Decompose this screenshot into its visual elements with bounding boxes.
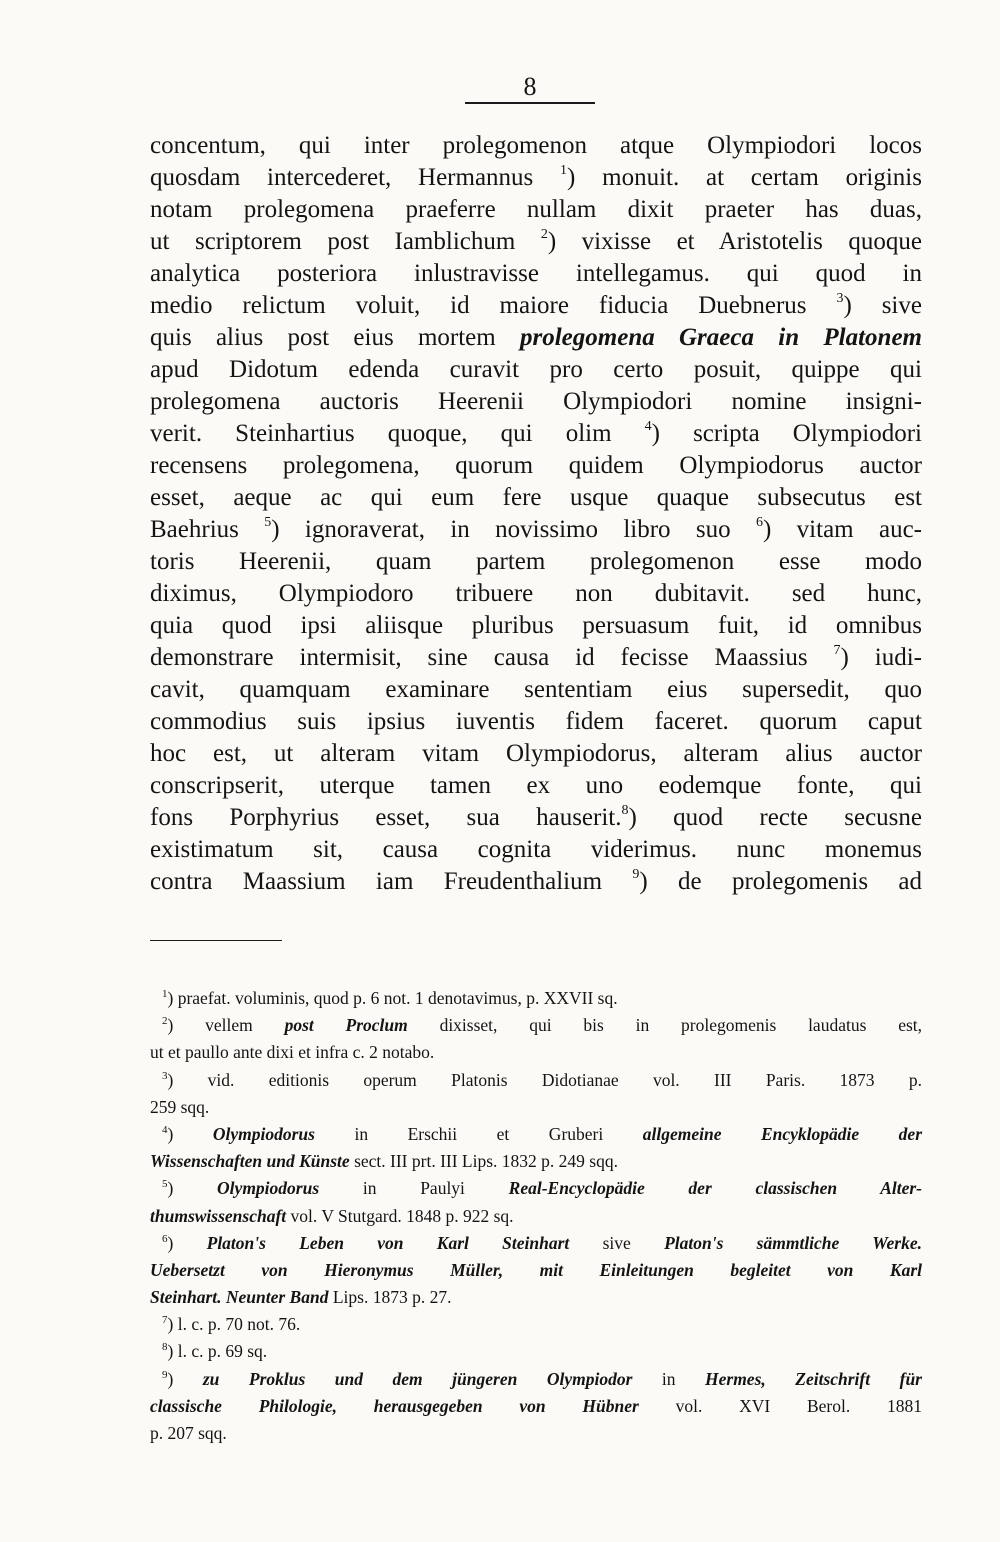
text-run: ) — [167, 1232, 207, 1253]
italic-title: Olympiodorus — [212, 1123, 315, 1144]
text-run: ) ignoraverat, in novissimo libro suo — [271, 516, 756, 543]
text-run: quosdam intercederet, Hermannus — [150, 164, 561, 191]
text-run: 259 sqq. — [150, 1096, 210, 1117]
text-run: cavit, quamquam examinare sententiam eius supersedit, quo — [150, 676, 922, 703]
text-line — [150, 770, 922, 802]
text-line — [150, 194, 922, 226]
footnote-line — [150, 1039, 922, 1066]
italic-title: Uebersetzt von Hieronymus Müller, mit Einleitungen begleitet von Karl — [150, 1259, 922, 1280]
footnote-marker: 2 — [162, 1015, 168, 1028]
footnotes — [150, 985, 922, 1447]
text-run: ) l. c. p. 69 sq. — [167, 1341, 268, 1362]
text-run: esset, aeque ac qui eum fere usque quaque subsecutus est — [150, 484, 922, 511]
footnote-line — [150, 1311, 922, 1338]
text-line — [150, 482, 922, 514]
text-run: ut et paullo ante dixi et infra c. 2 notabo. — [150, 1042, 435, 1063]
footnote-marker: 1 — [560, 163, 568, 178]
text-run: ) vitam auc- — [763, 516, 922, 543]
text-run: quia quod ipsi aliisque pluribus persuasum fuit, id omnibus — [150, 612, 922, 639]
italic-title: Hermes, Zeitschrift für — [705, 1368, 922, 1389]
text-run: ) scripta Olympiodori — [651, 420, 922, 447]
footnote-line — [150, 1094, 922, 1121]
footnote-separator — [150, 940, 282, 941]
footnote-marker: 4 — [162, 1123, 168, 1136]
italic-title: thumswissenschaft — [150, 1205, 287, 1226]
text-run: ) de prolegomenis ad — [639, 868, 922, 895]
text-run: recensens prolegomena, quorum quidem Olympiodorus auctor — [150, 452, 922, 479]
text-line — [150, 354, 922, 386]
text-run: toris Heerenii, quam partem prolegomenon esse modo — [150, 548, 922, 575]
footnote-marker: 7 — [833, 643, 841, 658]
footnote-marker: 2 — [540, 227, 548, 242]
italic-title: Steinhart. Neunter Band — [150, 1287, 329, 1308]
footnote-line — [150, 985, 922, 1012]
text-line — [150, 162, 922, 194]
text-line — [150, 386, 922, 418]
footnote-line — [150, 1420, 922, 1447]
page-number: 8 — [523, 72, 537, 101]
text-run: in — [632, 1368, 705, 1389]
text-run: contra Maassium iam Freudenthalium — [150, 868, 633, 895]
footnote-line — [150, 1148, 922, 1175]
footnote-marker: 5 — [264, 515, 272, 530]
text-run: ) sive — [843, 292, 922, 319]
text-run: p. 207 sqq. — [150, 1423, 227, 1443]
text-run: concentum, qui inter prolegomenon atque Olympiodori locos — [150, 132, 922, 159]
text-run: ) quod recte secusne — [628, 804, 922, 831]
text-run: prolegomena auctoris Heerenii Olympiodori nomine insigni- — [150, 388, 922, 415]
text-run: ut scriptorem post Iamblichum — [150, 228, 541, 255]
italic-title: prolegomena Graeca in Platonem — [520, 324, 922, 351]
text-run: commodius suis ipsius iuventis fidem faceret. quorum caput — [150, 708, 922, 735]
body-text — [150, 130, 922, 898]
footnote-marker: 8 — [162, 1341, 168, 1354]
text-line — [150, 130, 922, 162]
text-run: ) — [167, 1178, 218, 1199]
text-run: ) vixisse et Aristotelis quoque — [547, 228, 922, 255]
italic-title: Platon's Leben von Karl Steinhart — [206, 1232, 570, 1253]
footnote-line — [150, 1257, 922, 1284]
text-run: in Erschii et Gruberi — [314, 1123, 643, 1144]
italic-title: Platon's sämmtliche Werke. — [664, 1232, 923, 1253]
text-run: vol. XVI Berol. 1881 — [638, 1395, 922, 1416]
text-run: medio relictum voluit, id maiore fiducia Duebnerus — [150, 292, 837, 319]
text-line — [150, 418, 922, 450]
italic-title: Olympiodorus — [217, 1178, 320, 1199]
text-line — [150, 866, 922, 898]
text-run: Baehrius — [150, 516, 265, 543]
text-run: ) — [167, 1368, 203, 1389]
footnote-marker: 6 — [162, 1232, 168, 1245]
italic-title: Real-Encyclopädie der classischen Alter- — [508, 1178, 923, 1199]
text-line — [150, 514, 922, 546]
text-line — [150, 674, 922, 706]
footnote-marker: 7 — [162, 1314, 168, 1327]
italic-title: allgemeine Encyklopädie der — [642, 1123, 923, 1144]
text-run: notam prolegomena praeferre nullam dixit praeter has duas, — [150, 196, 922, 223]
footnote-marker: 4 — [644, 419, 652, 434]
italic-title: classische Philologie, herausgegeben von Hübner — [150, 1395, 639, 1416]
footnote-marker: 3 — [836, 291, 844, 306]
text-run: vol. V Stutgard. 1848 p. 922 sq. — [286, 1205, 514, 1226]
text-line — [150, 610, 922, 642]
text-run: Lips. 1873 p. 27. — [328, 1287, 452, 1308]
page-number-rule — [465, 102, 595, 104]
text-run: quis alius post eius mortem — [150, 324, 520, 351]
text-run: verit. Steinhartius quoque, qui olim — [150, 420, 645, 447]
text-run: dixisset, qui bis in prolegomenis laudatus est, — [407, 1015, 923, 1036]
footnote-marker: 6 — [756, 515, 763, 530]
text-run: existimatum sit, causa cognita viderimus. nunc monemus — [150, 836, 922, 863]
text-run: conscripserit, uterque tamen ex uno eodemque fonte, qui — [150, 772, 922, 799]
footnote-line — [150, 1121, 922, 1148]
text-run: ) vellem — [167, 1015, 285, 1036]
text-run: demonstrare intermisit, sine causa id fecisse Maassius — [150, 644, 834, 671]
footnote-line — [150, 1230, 922, 1257]
text-line — [150, 450, 922, 482]
footnote-marker: 8 — [621, 803, 629, 818]
text-run: fons Porphyrius esset, sua hauserit. — [150, 804, 622, 831]
footnote-marker: 9 — [162, 1368, 168, 1381]
text-run: ) monuit. at certam originis — [567, 164, 922, 191]
text-line — [150, 834, 922, 866]
footnote-line — [150, 1393, 922, 1420]
footnote-marker: 5 — [162, 1178, 168, 1191]
text-run: analytica posteriora inlustravisse intellegamus. qui quod in — [150, 260, 922, 287]
text-run: ) l. c. p. 70 not. 76. — [167, 1314, 301, 1335]
text-line — [150, 738, 922, 770]
text-run: hoc est, ut alteram vitam Olympiodorus, alteram alius auctor — [150, 740, 922, 767]
italic-title: post Proclum — [284, 1015, 408, 1036]
text-line — [150, 546, 922, 578]
text-run: ) praefat. voluminis, quod p. 6 not. 1 denotavimus, p. XXVII sq. — [167, 988, 618, 1008]
italic-title: zu Proklus und dem jüngeren Olympiodor — [202, 1368, 633, 1389]
text-run: sect. III prt. III Lips. 1832 p. 249 sqq. — [349, 1151, 618, 1172]
footnote-marker: 9 — [632, 867, 640, 882]
text-line — [150, 642, 922, 674]
text-line — [150, 706, 922, 738]
text-line — [150, 290, 922, 322]
footnote-line — [150, 1175, 922, 1202]
footnote-marker: 3 — [162, 1069, 168, 1082]
text-run: sive — [569, 1232, 665, 1253]
footnote-line — [150, 1284, 922, 1311]
text-run: diximus, Olympiodoro tribuere non dubitavit. sed hunc, — [150, 580, 922, 607]
text-line — [150, 322, 922, 354]
italic-title: Wissenschaften und Künste — [150, 1151, 350, 1172]
text-line — [150, 258, 922, 290]
footnote-line — [150, 1338, 922, 1365]
text-run: ) vid. editionis operum Platonis Didotianae vol. III Paris. 1873 p. — [167, 1069, 922, 1090]
footnote-line — [150, 1203, 922, 1230]
text-run: ) iudi- — [840, 644, 922, 671]
text-line — [150, 802, 922, 834]
footnote-line — [150, 1067, 922, 1094]
text-run: ) — [167, 1123, 213, 1144]
text-line — [150, 578, 922, 610]
footnote-line — [150, 1012, 922, 1039]
text-line — [150, 226, 922, 258]
footnote-marker: 1 — [162, 988, 168, 1000]
text-run: in Paulyi — [319, 1178, 509, 1199]
text-run: apud Didotum edenda curavit pro certo posuit, quippe qui — [150, 356, 922, 383]
footnote-line — [150, 1366, 922, 1393]
